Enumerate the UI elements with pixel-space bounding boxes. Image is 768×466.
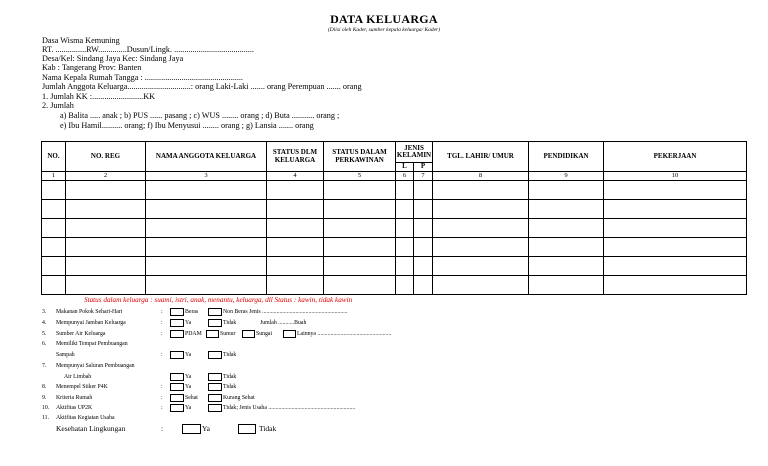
header-dasa-wisma: Dasa Wisma Kemuning [42, 36, 120, 45]
table-cell[interactable] [414, 256, 433, 275]
question-label: Sumber Air Keluarga [56, 331, 106, 337]
table-cell[interactable] [433, 218, 529, 237]
option-label: Lainnya ................................................... [297, 331, 392, 337]
question-colon: : [161, 331, 163, 337]
option-label: Beras [185, 309, 199, 315]
checkbox-jamban-tidak[interactable] [208, 319, 222, 327]
table-cell[interactable] [433, 256, 529, 275]
table-cell[interactable] [604, 218, 747, 237]
question-number: 8. [42, 384, 47, 390]
table-cell[interactable] [267, 199, 324, 218]
option-label: Ya [185, 320, 192, 326]
question-colon: : [161, 395, 163, 401]
table-cell[interactable] [146, 275, 267, 294]
header-pendidikan: PENDIDIKAN [529, 142, 604, 172]
checkbox-limbah-tidak[interactable] [208, 373, 222, 381]
table-body [42, 180, 747, 294]
checkbox-lainnya[interactable] [283, 330, 296, 338]
table-cell[interactable] [414, 199, 433, 218]
checkbox-sampah-ya[interactable] [170, 351, 184, 359]
table-cell[interactable] [66, 237, 146, 256]
table-cell[interactable] [433, 180, 529, 199]
table-cell[interactable] [267, 275, 324, 294]
question-number: 11. [42, 415, 50, 421]
table-cell[interactable] [529, 256, 604, 275]
table-cell[interactable] [529, 237, 604, 256]
table-row [42, 180, 747, 199]
table-cell[interactable] [146, 256, 267, 275]
column-number: 2 [66, 172, 146, 181]
table-cell[interactable] [42, 237, 66, 256]
table-row [42, 237, 747, 256]
question-number: 6. [42, 341, 47, 347]
question-label: Mempunyai Jamban Keluarga [56, 320, 126, 326]
status-note: Status dalam keluarga : suami, istri, anak, menantu, keluarga, dll Status : kawin, tidak kawin [84, 296, 353, 304]
question-label: Aktifitas Kegiatan Usaha [56, 415, 115, 421]
header-no-reg: NO. REG [66, 142, 146, 172]
table-cell[interactable] [604, 180, 747, 199]
table-cell[interactable] [66, 199, 146, 218]
checkbox-sumur[interactable] [206, 330, 219, 338]
table-cell[interactable] [267, 256, 324, 275]
checkbox-up2k-tidak[interactable] [208, 404, 222, 412]
question-colon: : [161, 320, 163, 326]
table-cell[interactable] [396, 237, 414, 256]
table-cell[interactable] [146, 237, 267, 256]
option-label: Sehat [185, 395, 198, 401]
header-kepala-rumah-tangga: Nama Kepala Rumah Tangga : ................................................ [42, 73, 243, 82]
table-row [42, 275, 747, 294]
table-cell[interactable] [529, 218, 604, 237]
table-cell[interactable] [396, 199, 414, 218]
question-label: Makanan Pokok Sehari-Hari [56, 309, 123, 315]
table-cell[interactable] [604, 237, 747, 256]
column-number: 8 [433, 172, 529, 181]
option-label: Non Beras Jenis ........................................................... [223, 309, 348, 315]
question-colon: : [161, 424, 164, 433]
checkbox-up2k-ya[interactable] [170, 404, 184, 412]
document-title: DATA KELUARGA [330, 12, 438, 26]
family-data-table [41, 141, 747, 295]
question-number: 3. [42, 309, 47, 315]
table-cell[interactable] [604, 199, 747, 218]
document-subtitle: (Diisi oleh Kader, sumber kepala keluarga/ Kader) [327, 27, 441, 33]
table-cell[interactable] [414, 237, 433, 256]
option-label: Kurang Sehat [223, 395, 255, 401]
checkbox-beras[interactable] [170, 308, 184, 316]
table-row [42, 199, 747, 218]
option-label: Tidak [223, 374, 237, 380]
table-cell[interactable] [529, 275, 604, 294]
checkbox-limbah-ya[interactable] [170, 373, 184, 381]
column-number: 5 [324, 172, 396, 181]
column-number: 10 [604, 172, 747, 181]
option-label: Sumur [220, 331, 236, 337]
option-label: Ya [185, 405, 192, 411]
checkbox-sungai[interactable] [242, 330, 255, 338]
checkbox-rumah-kurang-sehat[interactable] [208, 394, 222, 402]
column-number: 3 [146, 172, 267, 181]
table-cell[interactable] [324, 256, 396, 275]
table-cell[interactable] [42, 180, 66, 199]
question-label-cont: Air Limbah [64, 374, 92, 380]
header-jumlah-line-a: a) Balita ..... anak ; b) PUS ...... pasang ; c) WUS ........ orang ; d) Buta ........... orang ; [60, 111, 340, 120]
header-jumlah-anggota: Jumlah Anggota Keluarga...............................: orang Laki-Laki ....... orang Perempuan ....... orang [42, 82, 362, 91]
table-cell[interactable] [324, 275, 396, 294]
column-number: 9 [529, 172, 604, 181]
table-cell[interactable] [146, 218, 267, 237]
checkbox-stiker-ya[interactable] [170, 383, 184, 391]
table-cell[interactable] [146, 199, 267, 218]
checkbox-jamban-ya[interactable] [170, 319, 184, 327]
option-label: Ya [185, 384, 192, 390]
question-number: 5. [42, 331, 47, 337]
option-label: Tidak [223, 320, 237, 326]
table-cell[interactable] [414, 180, 433, 199]
table-cell[interactable] [66, 180, 146, 199]
table-cell[interactable] [66, 275, 146, 294]
question-label: Aktifitas UP2K [56, 405, 93, 411]
table-cell[interactable] [324, 237, 396, 256]
table-cell[interactable] [42, 256, 66, 275]
table-cell[interactable] [324, 199, 396, 218]
question-label-cont: Kesehatan Lingkungan [56, 424, 126, 433]
table-cell[interactable] [396, 180, 414, 199]
option-label: PDAM [185, 331, 202, 337]
table-cell[interactable] [324, 180, 396, 199]
jamban-jumlah: Jumlah ...........Buah [260, 320, 307, 326]
question-label: Menempel Stiker P4K [56, 384, 108, 390]
header-status-perkawinan: STATUS DALAM PERKAWINAN [324, 142, 396, 172]
column-number: 7 [414, 172, 433, 181]
option-label: Ya [185, 374, 192, 380]
option-label: Tidak [223, 384, 237, 390]
table-cell[interactable] [604, 275, 747, 294]
table-cell[interactable] [42, 199, 66, 218]
table-cell[interactable] [42, 275, 66, 294]
header-laki-laki: L [396, 163, 414, 172]
checkbox-rumah-sehat[interactable] [170, 394, 184, 402]
checkbox-pdam[interactable] [170, 330, 184, 338]
table-cell[interactable] [396, 218, 414, 237]
checkbox-kesling-tidak[interactable] [238, 424, 256, 434]
header-kab-prov: Kab : Tangerang Prov: Banten [42, 63, 142, 72]
option-label: Sungai [256, 331, 273, 337]
header-no: NO. [42, 142, 66, 172]
header-jumlah-line-e: e) Ibu Hamil.......... orang; f) Ibu Menyusui ........ orang ; g) Lansia ....... orang [60, 121, 314, 130]
header-perempuan: P [414, 163, 433, 172]
header-jumlah: 2. Jumlah [42, 101, 74, 110]
table-cell[interactable] [414, 218, 433, 237]
table-cell[interactable] [267, 180, 324, 199]
table-cell[interactable] [267, 237, 324, 256]
question-number: 7. [42, 363, 47, 369]
option-label: Ya [185, 352, 192, 358]
question-label-cont: Sampah [56, 352, 75, 358]
table-cell[interactable] [267, 218, 324, 237]
table-cell[interactable] [396, 275, 414, 294]
question-number: 10. [42, 405, 50, 411]
question-colon: : [161, 352, 163, 358]
column-number: 6 [396, 172, 414, 181]
table-cell[interactable] [529, 180, 604, 199]
table-cell[interactable] [324, 218, 396, 237]
question-label: Memiliki Tempat Pembuangan [56, 341, 128, 347]
table-cell[interactable] [66, 218, 146, 237]
question-colon: : [161, 384, 163, 390]
checkbox-stiker-tidak[interactable] [208, 383, 222, 391]
table-cell[interactable] [66, 256, 146, 275]
table-cell[interactable] [42, 218, 66, 237]
header-jumlah-kk: 1. Jumlah KK :.........................KK [42, 92, 156, 101]
checkbox-kesling-ya[interactable] [182, 424, 201, 434]
column-number: 4 [267, 172, 324, 181]
table-row [42, 256, 747, 275]
header-desa-kec: Desa/Kel: Sindang Jaya Kec: Sindang Jaya [42, 54, 184, 63]
header-rt-rw: RT. ...............RW..............Dusun/Lingk. ....................................... [42, 45, 254, 54]
option-label: Tidak; Jenis Usaha ............................................................ [223, 405, 356, 411]
header-nama-anggota: NAMA ANGGOTA KELUARGA [146, 142, 267, 172]
table-cell[interactable] [433, 237, 529, 256]
header-tgl-lahir: TGL. LAHIR/ UMUR [433, 142, 529, 172]
header-pekerjaan: PEKERJAAN [604, 142, 747, 172]
question-colon: : [161, 405, 163, 411]
table-cell[interactable] [433, 199, 529, 218]
question-number: 9. [42, 395, 47, 401]
question-label: Mempunyai Saluran Pembuangan [56, 363, 135, 369]
checkbox-non-beras[interactable] [208, 308, 222, 316]
option-label: Ya [202, 424, 210, 433]
header-jenis-kelamin: JENIS KELAMIN [396, 142, 433, 163]
option-label: Tidak [259, 424, 277, 433]
table-cell[interactable] [604, 256, 747, 275]
table-cell[interactable] [414, 275, 433, 294]
checkbox-sampah-tidak[interactable] [208, 351, 222, 359]
header-status-keluarga: STATUS DLM KELUARGA [267, 142, 324, 172]
question-label: Kriteria Rumah [56, 395, 93, 401]
question-number: 4. [42, 320, 47, 326]
table-cell[interactable] [396, 256, 414, 275]
table-cell[interactable] [529, 199, 604, 218]
question-colon: : [161, 309, 163, 315]
option-label: Tidak [223, 352, 237, 358]
table-cell[interactable] [146, 180, 267, 199]
table-row [42, 218, 747, 237]
column-number: 1 [42, 172, 66, 181]
table-cell[interactable] [433, 275, 529, 294]
